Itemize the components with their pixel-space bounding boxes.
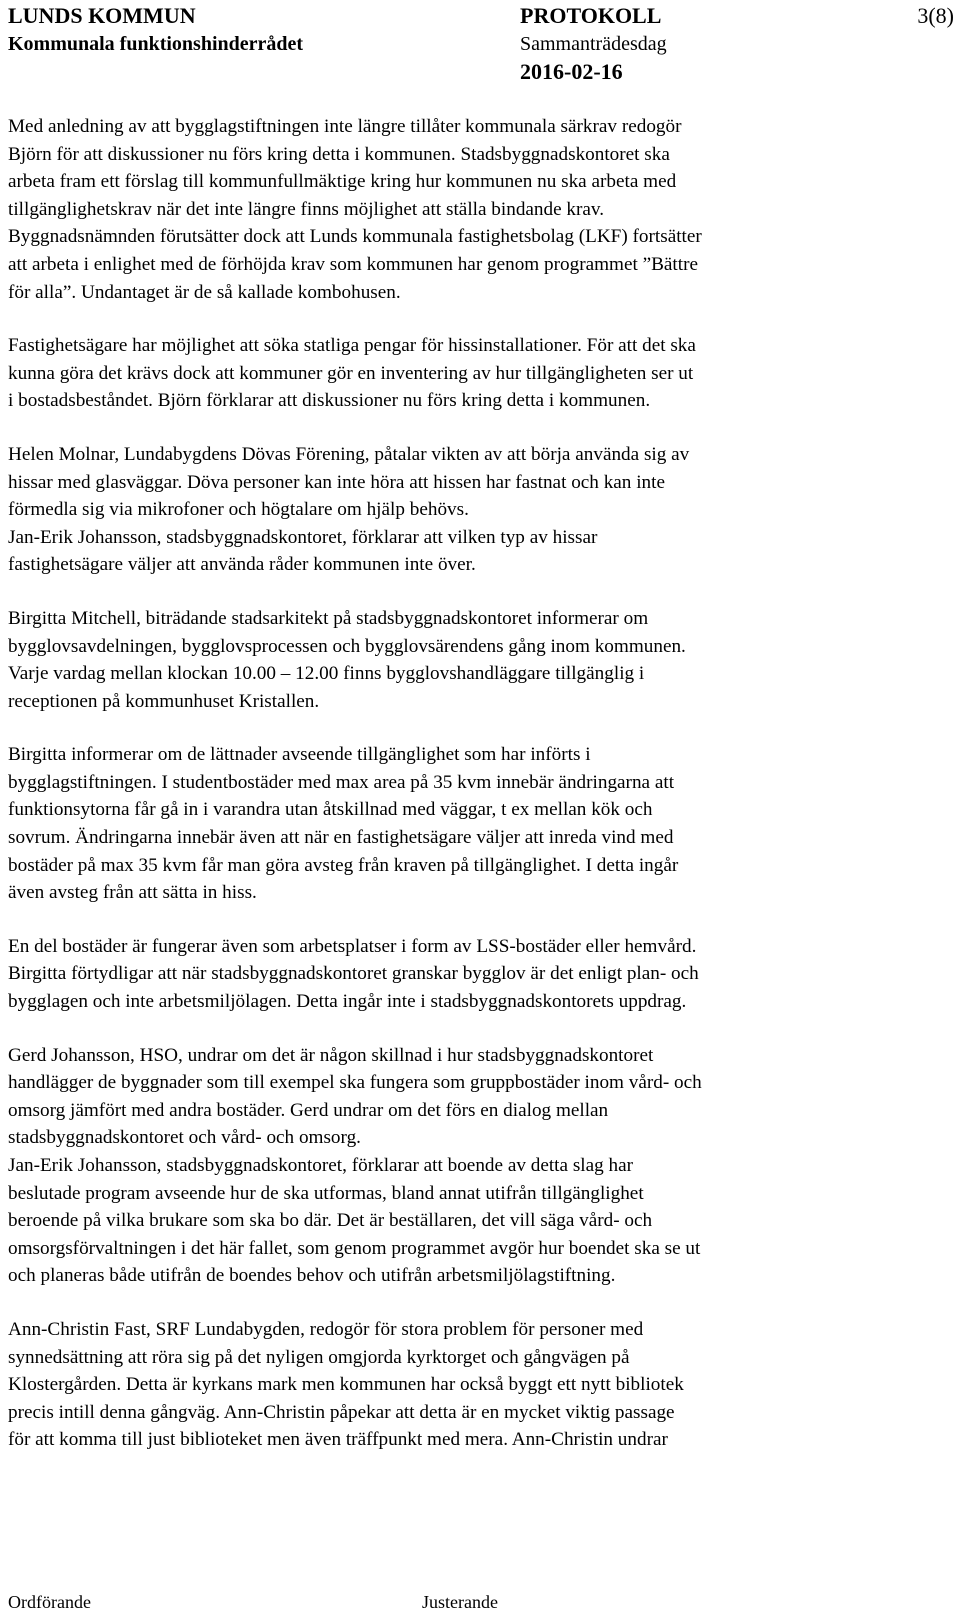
document-body: [8, 113, 953, 1480]
text-line: Birgitta informerar om de lättnader avseende tillgänglighet som har införts i: [8, 744, 591, 766]
text-line: sovrum. Ändringarna innebär även att när en fastighetsägare väljer att inreda vind med: [8, 827, 674, 849]
paragraph: [8, 441, 953, 579]
text-line: att arbeta i enlighet med de förhöjda krav som kommunen har genom programmet ”Bättre: [8, 253, 698, 275]
chairman-signature-label: Ordförande: [8, 1592, 91, 1612]
text-line: bygglovsavdelningen, bygglovsprocessen och bygglovsärendens gång inom kommunen.: [8, 635, 686, 657]
text-line: Gerd Johansson, HSO, undrar om det är någon skillnad i hur stadsbyggnadskontoret: [8, 1044, 654, 1066]
text-line: Ann-Christin Fast, SRF Lundabygden, redogör för stora problem för personer med: [8, 1318, 644, 1340]
text-line: Fastighetsägare har möjlighet att söka statliga pengar för hissinstallationer. För att det ska: [8, 335, 696, 357]
text-line: omsorgsförvaltningen i det här fallet, som genom programmet avgör hur boendet ska se ut: [8, 1237, 701, 1259]
text-line: Birgitta Mitchell, biträdande stadsarkitekt på stadsbyggnadskontoret informerar om: [8, 607, 649, 629]
text-line: Helen Molnar, Lundabygdens Dövas Förening, påtalar vikten av att börja använda sig av: [8, 443, 690, 465]
text-line: receptionen på kommunhuset Kristallen.: [8, 690, 320, 712]
text-line: Med anledning av att bygglagstiftningen inte längre tillåter kommunala särkrav redogör: [8, 116, 682, 137]
document-type: PROTOKOLL: [520, 3, 662, 28]
paragraph: [8, 1316, 953, 1454]
text-line: och planeras både utifrån de boendes behov och utifrån arbetsmiljölagstiftning.: [8, 1265, 616, 1287]
page-header: [0, 0, 960, 95]
paragraph: [8, 933, 953, 1016]
text-line: även avsteg från att sätta in hiss.: [8, 882, 257, 904]
text-line: i bostadsbeståndet. Björn förklarar att diskussioner nu förs kring detta i kommunen.: [8, 390, 651, 412]
text-line: Jan-Erik Johansson, stadsbyggnadskontoret, förklarar att boende av detta slag har: [8, 1155, 634, 1176]
text-line: En del bostäder är fungerar även som arbetsplatser i form av LSS-bostäder eller hemvård.: [8, 935, 697, 957]
text-line: Jan-Erik Johansson, stadsbyggnadskontoret, förklarar att vilken typ av hissar: [8, 526, 598, 548]
text-line: bostäder på max 35 kvm får man göra avsteg från kraven på tillgänglighet. I detta ingår: [8, 854, 679, 876]
page-footer: [0, 1590, 960, 1620]
paragraph: [8, 741, 953, 907]
text-line: bygglagstiftningen. I studentbostäder med max area på 35 kvm innebär ändringarna att: [8, 771, 675, 793]
text-line: Birgitta förtydligar att när stadsbyggnadskontoret granskar bygglov är det enligt plan- och: [8, 963, 699, 985]
text-line: funktionsytorna får gå in i varandra utan åtskillnad med väggar, t ex mellan kök och: [8, 799, 653, 821]
text-line: bygglagen och inte arbetsmiljölagen. Detta ingår inte i stadsbyggnadskontorets uppdrag.: [8, 991, 687, 1013]
text-line: för alla”. Undantaget är de så kallade kombohusen.: [8, 281, 401, 303]
text-line: Klostergården. Detta är kyrkans mark men kommunen har också byggt ett nytt bibliotek: [8, 1374, 684, 1396]
text-line: precis intill denna gångväg. Ann-Christin påpekar att detta är en mycket viktig passage: [8, 1401, 675, 1423]
text-line: tillgänglighetskrav när det inte längre finns möjlighet att ställa bindande krav.: [8, 198, 605, 220]
adjuster-signature-label: Justerande: [422, 1592, 498, 1612]
text-line: hissar med glasväggar. Döva personer kan inte höra att hissen har fastnat och kan inte: [8, 471, 665, 493]
council-name: Kommunala funktionshinderrådet: [8, 33, 304, 55]
text-line: beroende på vilka brukare som ska bo där. Det är beställaren, det vill säga vård- och: [8, 1210, 653, 1232]
header-middle: [520, 2, 667, 86]
paragraph: [8, 605, 953, 715]
paragraph: [8, 332, 953, 415]
header-left: [8, 2, 303, 58]
text-line: förmedla sig via mikrofoner och högtalare om hjälp behövs.: [8, 499, 469, 521]
text-line: stadsbyggnadskontoret och vård- och omsorg.: [8, 1127, 361, 1149]
text-line: Björn för att diskussioner nu förs kring detta i kommunen. Stadsbyggnadskontoret ska: [8, 143, 670, 165]
meeting-date: 2016-02-16: [520, 59, 623, 84]
text-line: fastighetsägare väljer att använda råder kommunen inte över.: [8, 554, 476, 576]
text-line: Varje vardag mellan klockan 10.00 – 12.00 finns bygglovshandläggare tillgänglig i: [8, 663, 645, 685]
paragraph: [8, 1042, 953, 1290]
organization-name: LUNDS KOMMUN: [8, 3, 196, 28]
paragraph: [8, 113, 953, 306]
text-line: handlägger de byggnader som till exempel ska fungera som gruppbostäder inom vård- och: [8, 1072, 702, 1094]
text-line: för att komma till just biblioteket men även träffpunkt med mera. Ann-Christin undrar: [8, 1429, 668, 1451]
text-line: omsorg jämfört med andra bostäder. Gerd undrar om det förs en dialog mellan: [8, 1099, 609, 1121]
text-line: beslutade program avseende hur de ska utformas, bland annat utifrån tillgänglighet: [8, 1182, 644, 1204]
meeting-label: Sammanträdesdag: [520, 33, 667, 55]
text-line: kunna göra det krävs dock att kommuner gör en inventering av hur tillgängligheten ser ut: [8, 362, 694, 384]
page-number: 3(8): [917, 3, 954, 28]
text-line: synnedsättning att röra sig på det nyligen omgjorda kyrktorget och gångvägen på: [8, 1346, 630, 1368]
text-line: Byggnadsnämnden förutsätter dock att Lunds kommunala fastighetsbolag (LKF) fortsätter: [8, 226, 702, 248]
text-line: arbeta fram ett förslag till kommunfullmäktige kring hur kommunen nu ska arbeta med: [8, 171, 677, 193]
